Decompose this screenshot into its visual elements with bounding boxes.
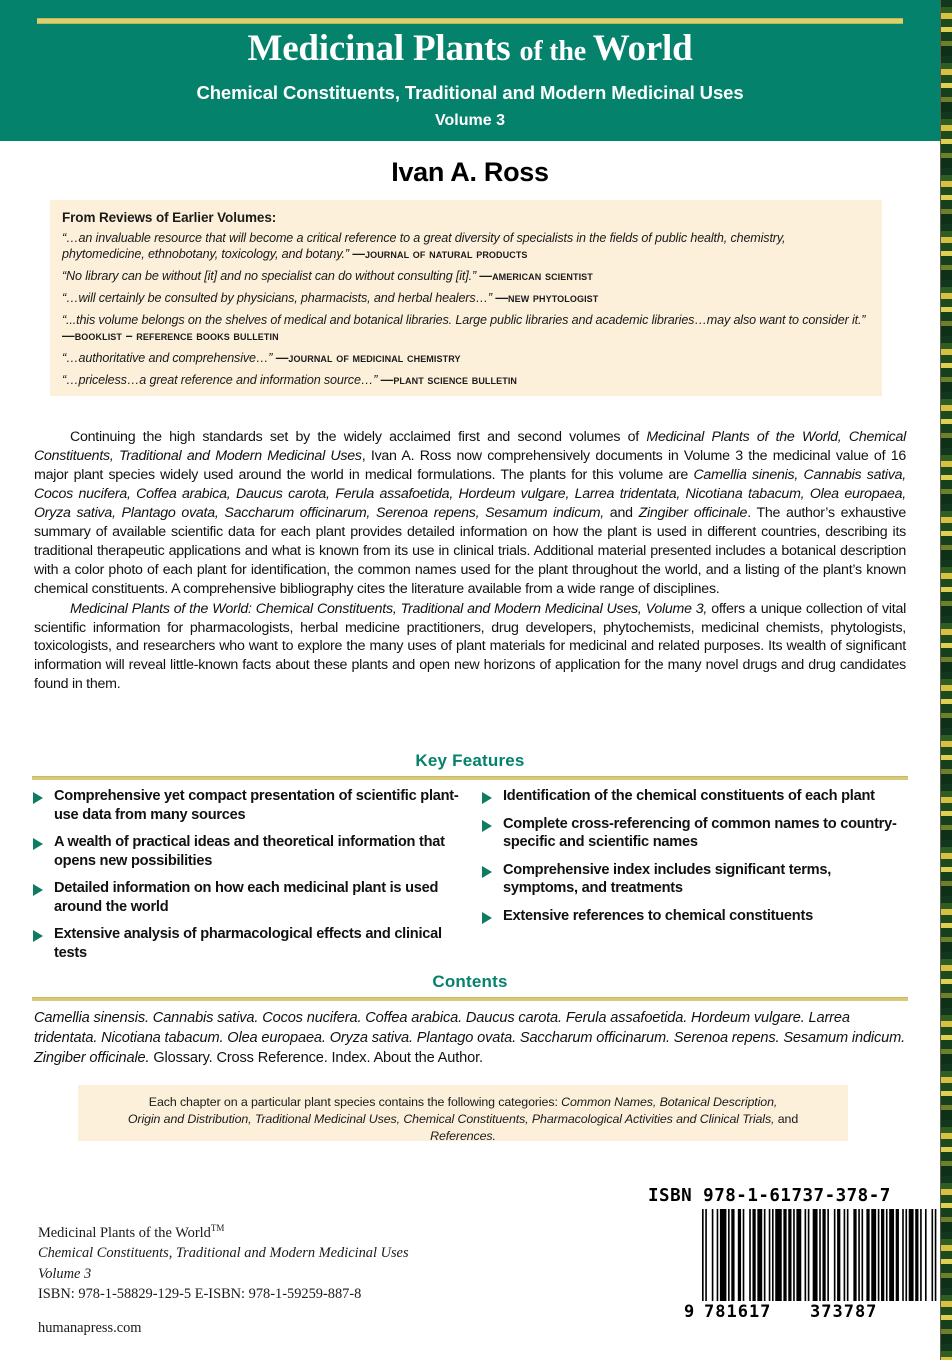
bp1-text-2: , Ivan A. Ross now comprehensively documents in Volume 3 the medicinal value of 16 major plant species widely used around the world in medical formulations. The plants for this volume are <box>34 447 906 483</box>
barcode-right-digits: 373787 <box>810 1302 878 1322</box>
bp1-italic-3: Zingiber officinale <box>638 504 748 521</box>
list-item <box>32 833 459 870</box>
list-item-label: Complete cross-referencing of common names to country-specific and scientific names <box>503 815 897 851</box>
triangle-bullet-icon <box>481 820 495 832</box>
key-features-heading: Key Features <box>415 751 525 770</box>
list-item <box>481 787 908 806</box>
imprint-series-title <box>38 1222 518 1243</box>
isbn-text: ISBN 978-1-61737-378-7 <box>648 1186 891 1206</box>
review-item <box>62 373 868 389</box>
list-item-label: Comprehensive yet compact presentation of scientific plant-use data from many sources <box>54 788 459 823</box>
review-quote: “…will certainly be consulted by physicians, pharmacists, and herbal healers…” <box>62 290 492 305</box>
author-name: Ivan A. Ross <box>391 157 549 187</box>
list-item-label: Identification of the chemical constituents of each plant <box>503 788 875 804</box>
imprint-block <box>38 1222 518 1338</box>
review-source: —journal of medicinal chemistry <box>275 350 461 365</box>
reviews-box <box>50 200 882 396</box>
chapter-note-box <box>78 1085 848 1144</box>
triangle-bullet-icon <box>32 792 46 804</box>
review-source: —new phytologist <box>495 290 599 305</box>
review-item <box>62 313 868 345</box>
list-item-label: Extensive analysis of pharmacological effects and clinical tests <box>54 926 442 961</box>
trademark-symbol: TM <box>210 1223 225 1233</box>
page-title <box>0 27 940 70</box>
bp1-italic-2: Camellia sinenis, Cannabis sativa, Cocos nucifera, Coffea arabica, Daucus carota, Ferula assafoetida, Hordeum vulgare, Larrea tridentata, Nicotiana tabacum, Olea europaea, Oryza sativa, Plantago ovata, Saccharum officinarum, Serenoa repens, Sesamum indicum, <box>34 466 906 521</box>
chapter-note-italic-3: References. <box>430 1129 496 1144</box>
review-source: —booklist – reference books bulletin <box>62 328 279 343</box>
reviews-heading: From Reviews of Earlier Volumes: <box>62 210 277 225</box>
review-source: —american scientist <box>479 268 593 283</box>
book-title-part-1: Medicinal Plants <box>247 28 520 69</box>
triangle-bullet-icon <box>32 930 46 942</box>
review-item <box>62 291 868 307</box>
book-volume-label: Volume 3 <box>435 112 505 129</box>
review-quote: “...this volume belongs on the shelves of medical and botanical libraries. Large public libraries and academic libraries…may also want to consider it.” <box>62 312 866 327</box>
cover-wrap-photo-strip <box>940 0 952 1360</box>
cover-seam-line <box>940 0 941 1360</box>
review-source: —plant science bulletin <box>380 372 518 387</box>
chapter-note-italic-2: Origin and Distribution, Traditional Medicinal Uses, Chemical Constituents, Pharmacological Activities and Clinical Trials, <box>127 1112 775 1127</box>
contents-list <box>34 1008 906 1068</box>
imprint-isbn-line: ISBN: 978-1-58829-129-5 E-ISBN: 978-1-59259-887-8 <box>38 1286 362 1303</box>
header-gold-rule <box>37 18 903 24</box>
imprint-volume: Volume 3 <box>38 1265 92 1282</box>
list-item <box>32 879 459 916</box>
bp1-text-1: Continuing the high standards set by the widely acclaimed first and second volumes of <box>70 429 647 445</box>
body-paragraph-1 <box>34 428 906 599</box>
bp2-text-1: offers a unique collection of vital scientific information for pharmacologists, herbal medicine practitioners, drug developers, phytochemists, medicinal chemists, phytologists, toxicologists, and researchers who want to explore the many uses of plant materials for medicinal and related purposes. Its wealth of significant information will reveal little-known facts about these plants and open new horizons of application for the many novel drugs and drug candidates found in them. <box>34 600 906 693</box>
publisher-website[interactable]: humanapress.com <box>38 1319 142 1336</box>
key-features-left-column <box>32 787 459 971</box>
review-item <box>62 269 868 285</box>
contents-heading: Contents <box>432 972 508 991</box>
bp2-italic-1: Medicinal Plants of the World: Chemical Constituents, Traditional and Modern Medicinal Uses, Volume 3, <box>70 600 708 617</box>
list-item-label: A wealth of practical ideas and theoretical information that opens new possibilities <box>54 834 445 869</box>
review-quote: “…authoritative and comprehensive…” <box>62 350 273 365</box>
list-item-label: Comprehensive index includes significant terms, symptoms, and treatments <box>503 861 832 897</box>
triangle-bullet-icon <box>481 792 495 804</box>
book-title-part-2: World <box>592 28 693 69</box>
contents-species-list: Camellia sinensis. Cannabis sativa. Cocos nucifera. Coffea arabica. Daucus carota. Ferula assafoetida. Hordeum vulgare. Larrea tridentata. Nicotiana tabacum. Olea europaea. Oryza sativa. Plantago ovata. Saccharum officinarum. Serenoa repens. Sesamum indicum. Zingiber officinale. <box>34 1010 906 1067</box>
list-item-label: Extensive references to chemical constituents <box>503 907 813 924</box>
chapter-note-plain-1: Each chapter on a particular plant species contains the following categories: <box>148 1095 562 1109</box>
chapter-note-line-1 <box>94 1094 832 1111</box>
body-copy <box>34 428 906 694</box>
key-features-right-column <box>481 787 908 971</box>
imprint-series-subtitle: Chemical Constituents, Traditional and Modern Medicinal Uses <box>38 1245 409 1262</box>
contents-rule <box>32 997 908 1001</box>
triangle-bullet-icon <box>481 866 495 878</box>
list-item <box>32 787 459 824</box>
list-item-label: Detailed information on how each medicinal plant is used around the world <box>54 880 439 915</box>
triangle-bullet-icon <box>32 838 46 850</box>
review-item <box>62 231 868 263</box>
barcode-left-digits: 781617 <box>704 1302 772 1322</box>
book-subtitle: Chemical Constituents, Traditional and Modern Medicinal Uses <box>196 82 744 103</box>
list-item <box>481 815 908 852</box>
review-quote: “…an invaluable resource that will become a critical reference to a great diversity of specialists in the fields of public health, chemistry, phytomedicine, ethnobotany, toxicology, and botany.” <box>62 231 786 261</box>
barcode-lead-digit: 9 <box>684 1302 695 1322</box>
list-item <box>32 925 459 962</box>
chapter-note-plain-2: and <box>774 1112 799 1127</box>
list-item <box>481 907 908 926</box>
barcode-bars <box>702 1209 938 1301</box>
review-source: —journal of natural products <box>352 246 528 261</box>
triangle-bullet-icon <box>481 912 495 924</box>
key-features-rule <box>32 776 908 780</box>
book-title-part-small: of the <box>519 36 593 67</box>
chapter-note-italic-1: Common Names, Botanical Description, <box>561 1095 778 1109</box>
bp1-text-4: . The author’s exhaustive summary of available scientific data for each plant provides detailed information on how the plant is used in different countries, describing its traditional therapeutic applications and what is known from its use in clinical trials. Additional material presented includes a botanical description with a color photo of each plant for identification, the common names used for the plant throughout the world, and a listing of the plant’s known chemical constituents. A comprehensive bibliography cites the literature available from a wide range of disciplines. <box>34 504 906 597</box>
triangle-bullet-icon <box>32 884 46 896</box>
barcode-area <box>646 1186 906 1322</box>
key-features-list <box>32 787 908 971</box>
chapter-note-line-2 <box>94 1111 832 1145</box>
review-item <box>62 351 868 367</box>
bp1-italic-1: Medicinal Plants of the World, Chemical Constituents, Traditional and Modern Medicinal Uses <box>34 429 907 464</box>
bp1-text-3: and <box>603 504 639 521</box>
list-item <box>481 861 908 898</box>
contents-back-matter: Glossary. Cross Reference. Index. About the Author. <box>149 1050 483 1067</box>
imprint-series-title-text: Medicinal Plants of the World <box>38 1224 211 1241</box>
body-paragraph-2 <box>34 600 906 695</box>
review-quote: “…priceless…a great reference and information source…” <box>62 372 378 387</box>
barcode-digits <box>684 1302 940 1322</box>
review-quote: “No library can be without [it] and no specialist can do without consulting [it].” <box>62 268 477 283</box>
header-band <box>0 0 940 141</box>
